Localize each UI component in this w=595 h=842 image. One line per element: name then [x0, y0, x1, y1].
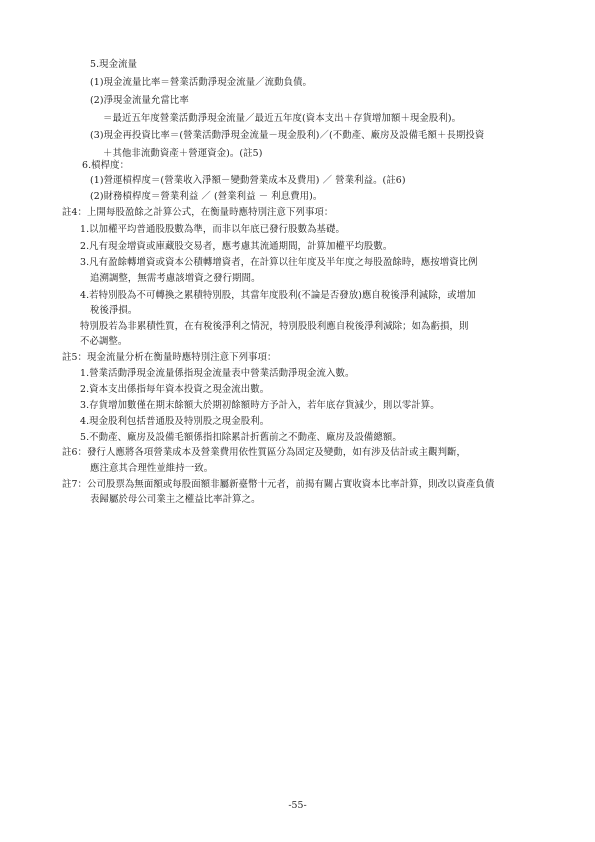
- note-5-heading: 註5：現金流量分析在衡量時應特別注意下列事項：: [62, 352, 277, 363]
- note-4-item-2: 2.凡有現金增資或庫藏股交易者，應考慮其流通期間，計算加權平均股數。: [80, 241, 393, 252]
- note-4-item-4: 4.若特別股為不可轉換之累積特別股，其當年度股利(不論是否發放)應自稅後淨利減除，或增加: [80, 290, 476, 301]
- note-5-item-1: 1.營業活動淨現金流量係指現金流量表中營業活動淨現金流入數。: [80, 368, 355, 379]
- operating-leverage-formula: (1)營運槓桿度＝(營業收入淨額－變動營業成本及費用) ／ 營業利益。(註6): [90, 175, 406, 186]
- note-4-item-3-cont: 追溯調整，無需考慮該增資之發行期間。: [90, 273, 261, 284]
- note-5-item-3: 3.存貨增加數僅在期末餘額大於期初餘額時方予計入，若年底存貨減少，則以零計算。: [80, 400, 440, 411]
- note-6-text: 註6：發行人應將各項營業成本及營業費用依性質區分為固定及變動，如有涉及估計或主觀判斷，: [62, 447, 467, 458]
- note-5-item-5: 5.不動產、廠房及設備毛額係指扣除累計折舊前之不動產、廠房及設備總額。: [80, 432, 402, 443]
- cash-flow-adequacy-formula: ＝最近五年度營業活動淨現金流量／最近五年度(資本支出＋存貨增加額＋現金股利)。: [103, 113, 462, 124]
- note-4-heading: 註4：上開每股盈餘之計算公式，在衡量時應特別注意下列事項：: [62, 207, 334, 218]
- cash-flow-ratio-formula: (1)現金流量比率＝營業活動淨現金流量／流動負債。: [90, 77, 313, 88]
- note-4-preferred-note-cont: 不必調整。: [80, 336, 128, 347]
- note-4-preferred-note: 特別股若為非累積性質，在有稅後淨利之情況，特別股股利應自稅後淨利減除；如為虧損，則: [80, 321, 469, 332]
- note-6-text-cont: 應注意其合理性並維持一致。: [90, 463, 214, 474]
- note-4-item-1: 1.以加權平均普通股股數為準，而非以年底已發行股數為基礎。: [80, 224, 345, 235]
- note-7-text-cont: 表歸屬於母公司業主之權益比率計算之。: [90, 494, 261, 505]
- page-number: -55-: [288, 800, 307, 811]
- cash-reinvestment-formula: (3)現金再投資比率＝(營業活動淨現金流量－現金股利)／(不動產、廠房及設備毛額＋長期投資: [90, 130, 485, 141]
- note-4-item-3: 3.凡有盈餘轉增資或資本公積轉增資者，在計算以往年度及半年度之每股盈餘時，應按增資比例: [80, 257, 478, 268]
- section-5-heading: 5.現金流量: [90, 59, 138, 70]
- section-6-heading: 6.槓桿度：: [82, 160, 130, 171]
- cash-reinvestment-formula-cont: ＋其他非流動資產＋營運資金)。(註5): [103, 148, 263, 159]
- financial-leverage-formula: (2)財務槓桿度＝營業利益 ／ (營業利益 － 利息費用)。: [90, 191, 323, 202]
- cash-flow-adequacy-title: (2)淨現金流量允當比率: [90, 95, 189, 106]
- note-7-text: 註7：公司股票為無面額或每股面額非屬新臺幣十元者，前揭有關占實收資本比率計算，則改以資產負債: [62, 479, 495, 490]
- note-4-item-4-cont: 稅後淨損。: [90, 305, 138, 316]
- note-5-item-4: 4.現金股利包括普通股及特別股之現金股利。: [80, 416, 270, 427]
- note-5-item-2: 2.資本支出係指每年資本投資之現金流出數。: [80, 384, 270, 395]
